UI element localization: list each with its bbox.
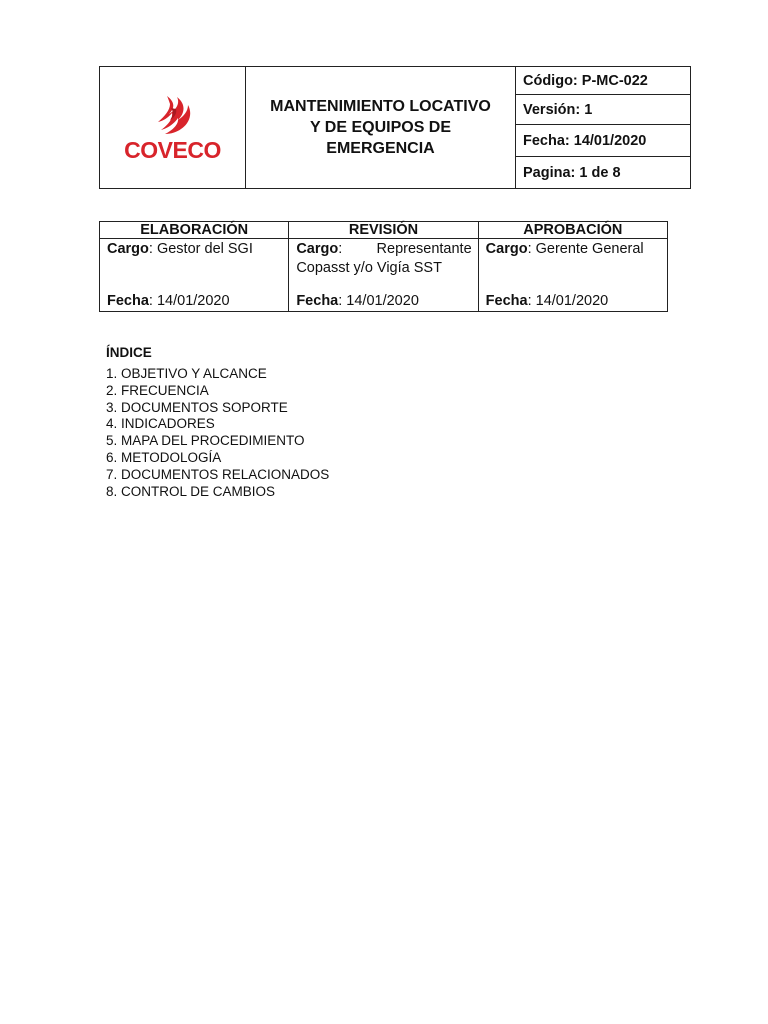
document-title (246, 67, 516, 189)
revision-cell (289, 239, 478, 312)
col-elaboracion: ELABORACIÓN (100, 222, 289, 239)
index-item: 3. DOCUMENTOS SOPORTE (106, 399, 288, 415)
version-cell: Versión: 1 (516, 95, 691, 125)
title-line-1: MANTENIMIENTO LOCATIVO (270, 98, 491, 115)
revision-cargo: Cargo: Representante (296, 241, 472, 257)
index-item: 2. FRECUENCIA (106, 382, 209, 398)
revision-cargo-line2: Copasst y/o Vigía SST (296, 260, 442, 276)
fecha-cell: Fecha: 14/01/2020 (516, 125, 691, 157)
revision-fecha: Fecha: 14/01/2020 (296, 293, 419, 309)
flame-icon (153, 94, 193, 136)
index-item: 6. METODOLOGÍA (106, 449, 222, 465)
index-section (106, 344, 329, 500)
index-item: 7. DOCUMENTOS RELACIONADOS (106, 466, 330, 482)
elaboracion-cargo: Cargo: Gestor del SGI (107, 241, 253, 257)
title-line-3: EMERGENCIA (326, 140, 435, 157)
elaboracion-cell (100, 239, 289, 312)
elaboracion-fecha: Fecha: 14/01/2020 (107, 293, 230, 309)
col-aprobacion: APROBACIÓN (478, 222, 667, 239)
aprobacion-cell (478, 239, 667, 312)
pagina-cell: Pagina: 1 de 8 (516, 157, 691, 189)
index-item: 1. OBJETIVO Y ALCANCE (106, 366, 267, 381)
index-item: 5. MAPA DEL PROCEDIMIENTO (106, 433, 305, 449)
title-line-2: Y DE EQUIPOS DE (309, 119, 452, 136)
index-list (106, 366, 329, 500)
document-header-table (99, 66, 691, 189)
logo-wordmark: COVECO (124, 136, 221, 163)
aprobacion-fecha: Fecha: 14/01/2020 (485, 293, 609, 309)
logo-cell (100, 67, 246, 189)
aprobacion-cargo: Cargo: Gerente General (485, 241, 644, 257)
codigo-cell: Código: P-MC-022 (516, 67, 691, 95)
index-item: 4. INDICADORES (106, 416, 215, 432)
col-revision: REVISIÓN (289, 222, 478, 239)
index-title: ÍNDICE (106, 345, 152, 360)
company-logo (100, 94, 245, 162)
index-item: 8. CONTROL DE CAMBIOS (106, 483, 276, 499)
approval-table (99, 221, 668, 312)
